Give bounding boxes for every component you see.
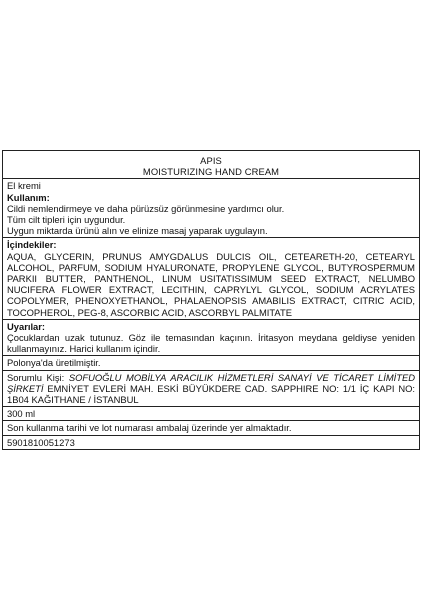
origin-row [3, 356, 419, 370]
ingredients-heading: İçindekiler: [7, 239, 57, 251]
product-category: El kremi [7, 180, 41, 192]
warnings-heading: Uyarılar: [7, 320, 46, 332]
usage-section [3, 179, 419, 238]
responsible-company: SOFUOĞLU MOBİLYA ARACILIK HİZMETLERİ SANAYİ VE TİCARET LİMİTED ŞİRKETİ [7, 371, 415, 394]
warnings-section [3, 320, 419, 357]
responsible-person [7, 372, 415, 406]
volume-text: 300 ml [7, 408, 36, 420]
product-name: MOISTURIZING HAND CREAM [142, 166, 280, 178]
responsible-address: EMNİYET EVLERİ MAH. ESKİ BÜYÜKDERE CAD. SAPPHIRE NO: 1/1 İÇ KAPI NO: 1B04 KAĞITHANE / İSTANBUL [7, 382, 415, 406]
ingredients-section [3, 238, 419, 319]
barcode-row [3, 436, 419, 449]
expiry-note: Son kullanma tarihi ve lot numarası ambalaj üzerinde yer almaktadır. [7, 422, 292, 434]
responsible-label: Sorumlu Kişi: [7, 371, 69, 383]
label-header [3, 151, 419, 179]
usage-line: Uygun miktarda ürünü alın ve elinize masaj yaparak uygulayın. [7, 225, 268, 237]
warnings-text: Çocuklardan uzak tutunuz. Göz ile temasından kaçının. İritasyon meydana geldiyse yeniden kullanmayınız. Harici kullanım içindir. [7, 332, 415, 355]
usage-line: Cildi nemlendirmeye ve daha pürüzsüz görünmesine yardımcı olur. [7, 202, 285, 214]
origin-text: Polonya'da üretilmiştir. [7, 357, 101, 369]
brand-name: APIS [200, 155, 222, 166]
usage-heading: Kullanım: [7, 191, 50, 203]
ingredients-list: AQUA, GLYCERIN, PRUNUS AMYGDALUS DULCIS OIL, CETEARETH-20, CETEARYL ALCOHOL, PARFUM, SODIUM HYALURONATE, PROPYLENE GLYCOL, BUTYROSPERMUM PARKII BUTTER, PANTHENOL, LINUM USITATISSIMUM SEED EXTRACT, NELUMBO NUCIFERA FLOWER EXTRACT, LECITHIN, CAPRYLYL GLYCOL, SODIUM ACRYLATES COPOLYMER, PHENOXYETHANOL, PHALAENOPSIS AMABILIS EXTRACT, CITRIC ACID, TOCOPHEROL, PEG-8, ASCORBIC ACID, ASCORBYL PALMITATE [7, 250, 415, 318]
usage-line: Tüm cilt tipleri için uygundur. [7, 214, 126, 226]
product-label [2, 150, 420, 450]
barcode-number: 5901810051273 [7, 436, 75, 448]
expiry-row [3, 421, 419, 435]
volume-row [3, 407, 419, 421]
responsible-person-section [3, 371, 419, 408]
